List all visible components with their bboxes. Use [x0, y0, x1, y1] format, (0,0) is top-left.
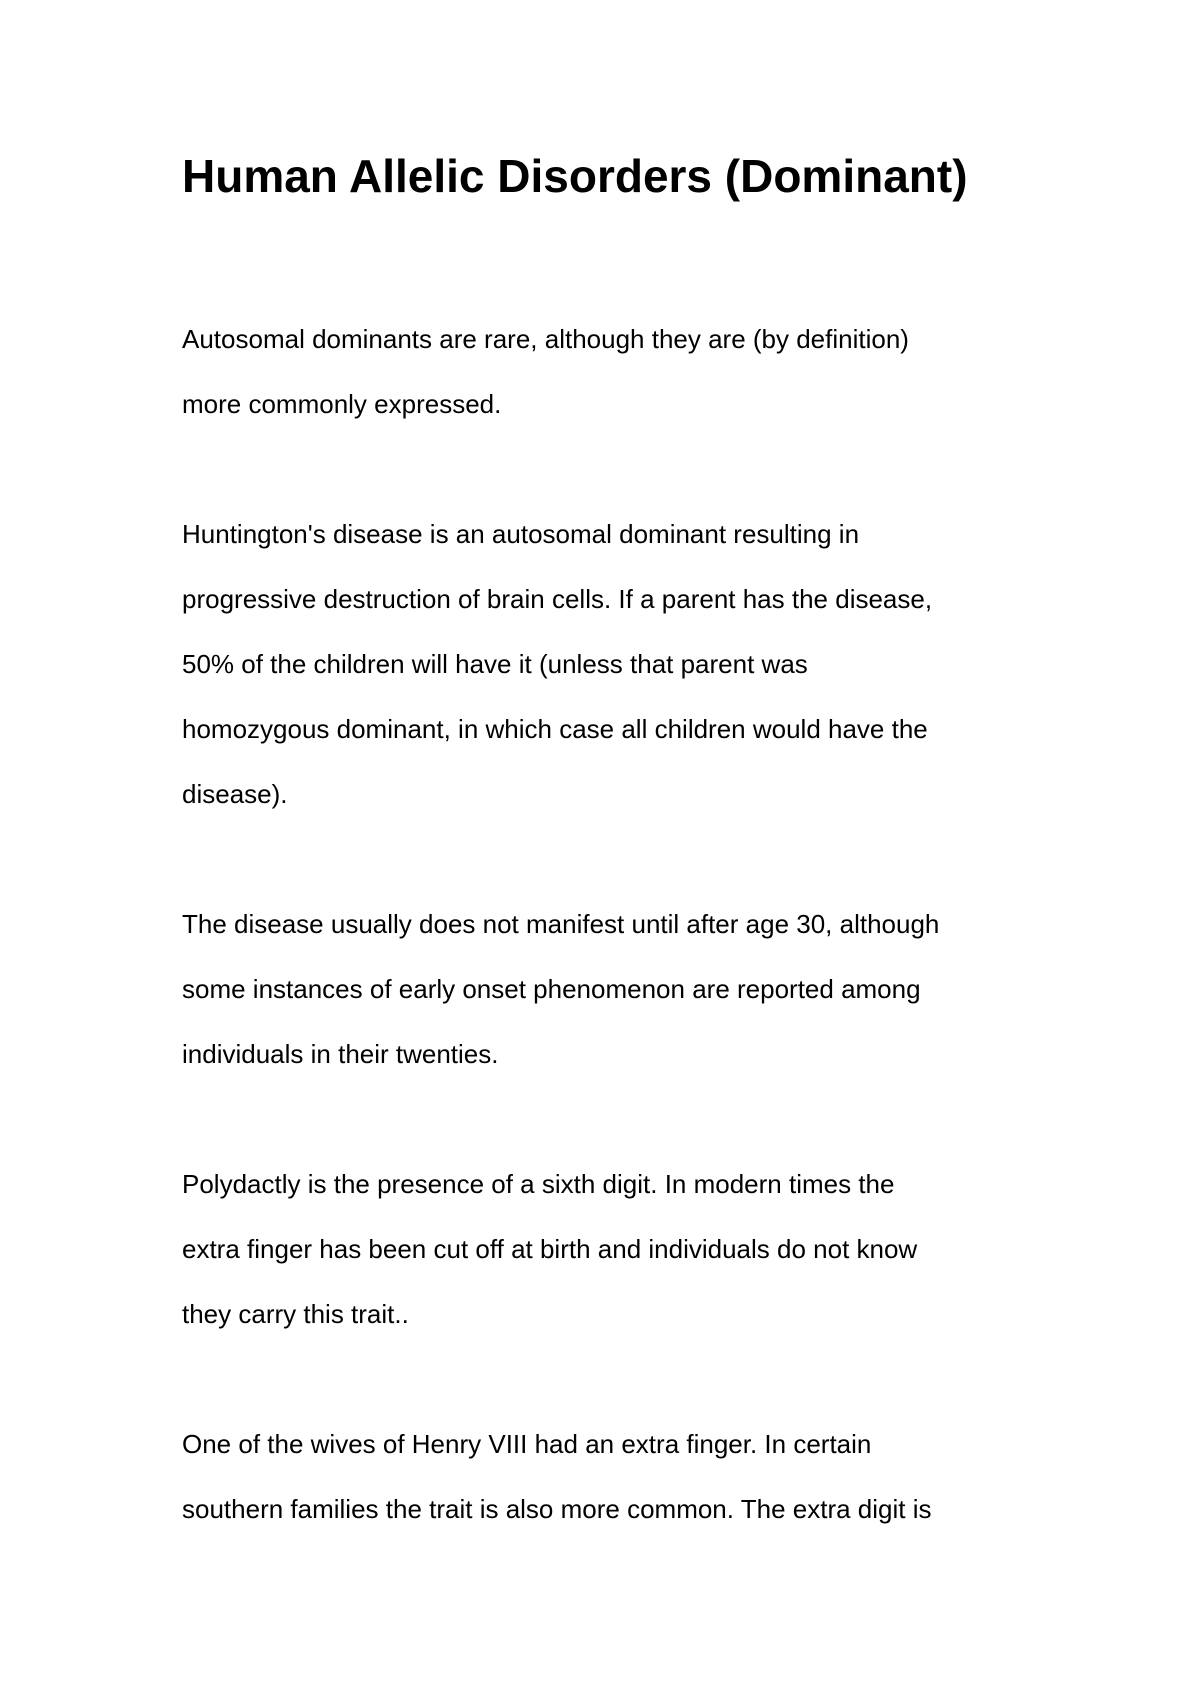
- document-title: Human Allelic Disorders (Dominant): [182, 150, 968, 202]
- paragraph-line: homozygous dominant, in which case all children would have the: [182, 714, 928, 744]
- paragraph-line: some instances of early onset phenomenon are reported among: [182, 974, 921, 1004]
- paragraph-line: Polydactly is the presence of a sixth digit. In modern times the: [182, 1169, 895, 1199]
- paragraph-line: individuals in their twenties.: [182, 1039, 499, 1069]
- paragraph-line: The disease usually does not manifest until after age 30, although: [182, 909, 940, 939]
- paragraph-line: 50% of the children will have it (unless that parent was: [182, 649, 808, 679]
- paragraph-line: disease).: [182, 779, 288, 809]
- paragraph-line: more commonly expressed.: [182, 389, 502, 419]
- paragraph-line: Huntington's disease is an autosomal dominant resulting in: [182, 519, 860, 549]
- paragraph-line: they carry this trait..: [182, 1299, 409, 1329]
- paragraph-line: southern families the trait is also more common. The extra digit is: [182, 1494, 932, 1524]
- paragraph-line: One of the wives of Henry VIII had an extra finger. In certain: [182, 1429, 872, 1459]
- paragraph-line: Autosomal dominants are rare, although they are (by definition): [182, 324, 909, 354]
- paragraph-line: progressive destruction of brain cells. If a parent has the disease,: [182, 584, 933, 614]
- paragraph-line: extra finger has been cut off at birth and individuals do not know: [182, 1234, 918, 1264]
